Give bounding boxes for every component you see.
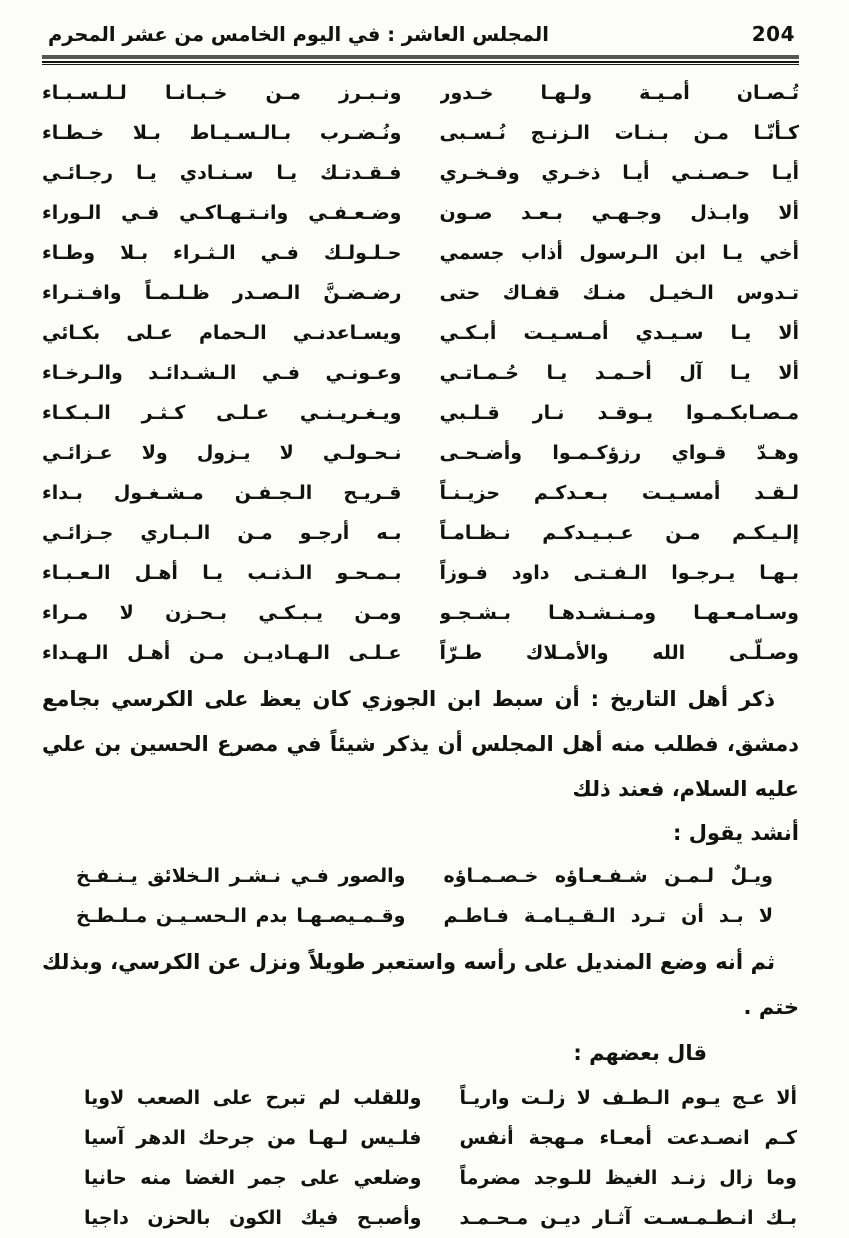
hemistich-left: بـه أرجـو مـن الـبـاري جـزائـي	[42, 522, 402, 544]
hemistich-right: ألا يـا سـيـدي أمـسـيـت أبـكـي	[439, 322, 799, 344]
verse-row	[42, 273, 799, 313]
verse-row	[84, 1118, 797, 1158]
hemistich-left: عـلـى الـهـاديـن مـن أهـل الـهـداء	[42, 642, 402, 664]
hemistich-right: ويـلٌ لـمـن شـفـعـاؤه خـصـمـاؤه	[443, 865, 773, 887]
hemistich-right: ألا وابـذل وجـهـي بـعـد صـون	[439, 202, 799, 224]
closing-elegy-poem	[42, 1078, 799, 1238]
hemistich-right: أيـا حـصـنـي أيـا ذخـري وفـخـري	[439, 162, 799, 184]
hemistich-left: حـلـولـك فـي الـثـراء بـلا وطـاء	[42, 242, 402, 264]
hemistich-right: لـقـد أمسـيـت بـعـدكـم حزيـنـاً	[439, 482, 799, 504]
hemistich-right: مـصـابكـمـوا يـوقـد نـار قـلـبي	[439, 402, 799, 424]
rule-thin-line	[42, 64, 799, 65]
verse-row	[42, 593, 799, 633]
hemistich-left: ويسـاعدنـي الـحمام عـلى بكـائي	[42, 322, 402, 344]
hemistich-right: بـهـا يـرجـوا الـفـتـى داود فـوزاً	[439, 562, 799, 584]
elegy-poem-main	[42, 73, 799, 673]
hemistich-left: فلـيس لـهـا من جرحك الدهر آسيا	[84, 1127, 422, 1149]
verse-row	[42, 153, 799, 193]
verse-row	[42, 353, 799, 393]
verse-row	[42, 113, 799, 153]
hemistich-right: لا بـد أن تـرد الـقـيـامـة فـاطـم	[443, 905, 773, 927]
hemistich-left: وللقلب لم تبرح على الصعب لاويا	[84, 1087, 422, 1109]
hemistich-left: وقـمـيصـهـا بدم الـحسـيـن مـلـطـخ	[76, 905, 406, 927]
hemistich-left: والصور فـي نـشـر الـخلائق يـنـفـخ	[76, 865, 406, 887]
verse-row	[42, 193, 799, 233]
hemistich-right: كـأنّـا مـن بـنـات الـزنـج نُـسـبى	[439, 122, 799, 144]
verse-row	[84, 1198, 797, 1238]
recitation-intro-line: أنشد يقول :	[673, 821, 799, 845]
some-poets-said-label: قال بعضهم :	[573, 1041, 707, 1065]
hemistich-left: بـمـحـو الـذنـب يـا أهـل الـعـبـاء	[42, 562, 402, 584]
hemistich-right: وصـلّـى الله والأمـلاك طـرّاً	[439, 642, 799, 664]
hemistich-right: وما زال زنـد الغيظ للـوجد مضرماً	[459, 1167, 797, 1189]
hemistich-right: ألا عـج يـوم الـطـف لا زلـت واريـاً	[459, 1087, 797, 1109]
verse-row	[42, 313, 799, 353]
verse-row	[42, 513, 799, 553]
hemistich-left: ونـبـرز مـن خـبـانـا لـلـسـبـاء	[42, 82, 402, 104]
hemistich-left: وضلعي على جمر الغضا منه حانيا	[84, 1167, 422, 1189]
historians-account-paragraph: ذكر أهل التاريخ : أن سبط ابن الجوزي كان يعظ على الكرسي بجامع دمشق، فطلب منه أهل المجلس أن يذكر شيئاً في مصرع الحسين بن علي عليه السلام، فعند ذلك	[42, 687, 799, 801]
verse-row	[42, 553, 799, 593]
hemistich-left: وأصبـح فيك الكون بالحزن داجيا	[84, 1207, 422, 1229]
hemistich-right: كـم انصـدعت أمعـاء مـهجة أنفس	[459, 1127, 797, 1149]
hemistich-left: فـقـدتـك يـا سـنـادي يـا رجـائـي	[42, 162, 402, 184]
hemistich-left: نـحـولـي لا يـزول ولا عـزائـي	[42, 442, 402, 464]
verse-row	[42, 473, 799, 513]
verse-row	[42, 393, 799, 433]
hemistich-right: تُـصـان أمـيـة ولـهـا خـدور	[439, 82, 799, 104]
mandil-conclusion-paragraph: ثم أنه وضع المنديل على رأسه واستعبر طويلاً ونزل عن الكرسي، وبذلك ختم .	[42, 950, 799, 1019]
verse-row	[84, 1078, 797, 1118]
hemistich-right: وهـدّ قـواي رزؤكـمـوا وأضـحـى	[439, 442, 799, 464]
hemistich-left: ويـغـريـنـي عـلـى كـثـر الـبـكـاء	[42, 402, 402, 424]
verse-row	[42, 433, 799, 473]
hemistich-right: تـدوس الـخيـل منـك قفـاك حتى	[439, 282, 799, 304]
hemistich-right: وسـامـعـهـا ومـنـشـدهـا بـشـجـو	[439, 602, 799, 624]
header-double-rule	[42, 55, 799, 65]
verse-row	[84, 1158, 797, 1198]
verse-row	[42, 73, 799, 113]
hemistich-left: رضـضـنَّ الـصـدر ظـلـمـاً وافـتـراء	[42, 282, 402, 304]
hemistich-right: ألا يـا آل أحـمـد يـا حُـمـاتـي	[439, 362, 799, 384]
hemistich-right: بـك انـطـمـسـت آثـار ديـن مـحـمـد	[459, 1207, 797, 1229]
chapter-header-title: المجلس العاشر : في اليوم الخامس من عشر المحرم	[48, 23, 549, 46]
hemistich-right: إلـيـكـم مـن عـبـيـدكـم نـظـامـاً	[439, 522, 799, 544]
page-number: 204	[751, 22, 795, 46]
hemistich-left: وضـعـفـي وانـتـهـاكـي فـي الـوراء	[42, 202, 402, 224]
page-header	[42, 20, 799, 55]
hemistich-left: ومـن يـبـكـي بـحـزن لا مـراء	[42, 602, 402, 624]
verse-row	[42, 633, 799, 673]
hemistich-right: أخي يـا ابن الـرسول أذاب جسمي	[439, 242, 799, 264]
sibt-ibn-jawzi-couplets	[42, 856, 799, 936]
verse-row	[76, 856, 773, 896]
verse-row	[42, 233, 799, 273]
hemistich-left: وعـونـي فـي الـشـدائـد والـرخـاء	[42, 362, 402, 384]
verse-row	[76, 896, 773, 936]
hemistich-left: ونُـضـرب بـالـسـيـاط بـلا خـطـاء	[42, 122, 402, 144]
hemistich-left: قـريـح الـجـفـن مـشـغـول بـداء	[42, 482, 402, 504]
